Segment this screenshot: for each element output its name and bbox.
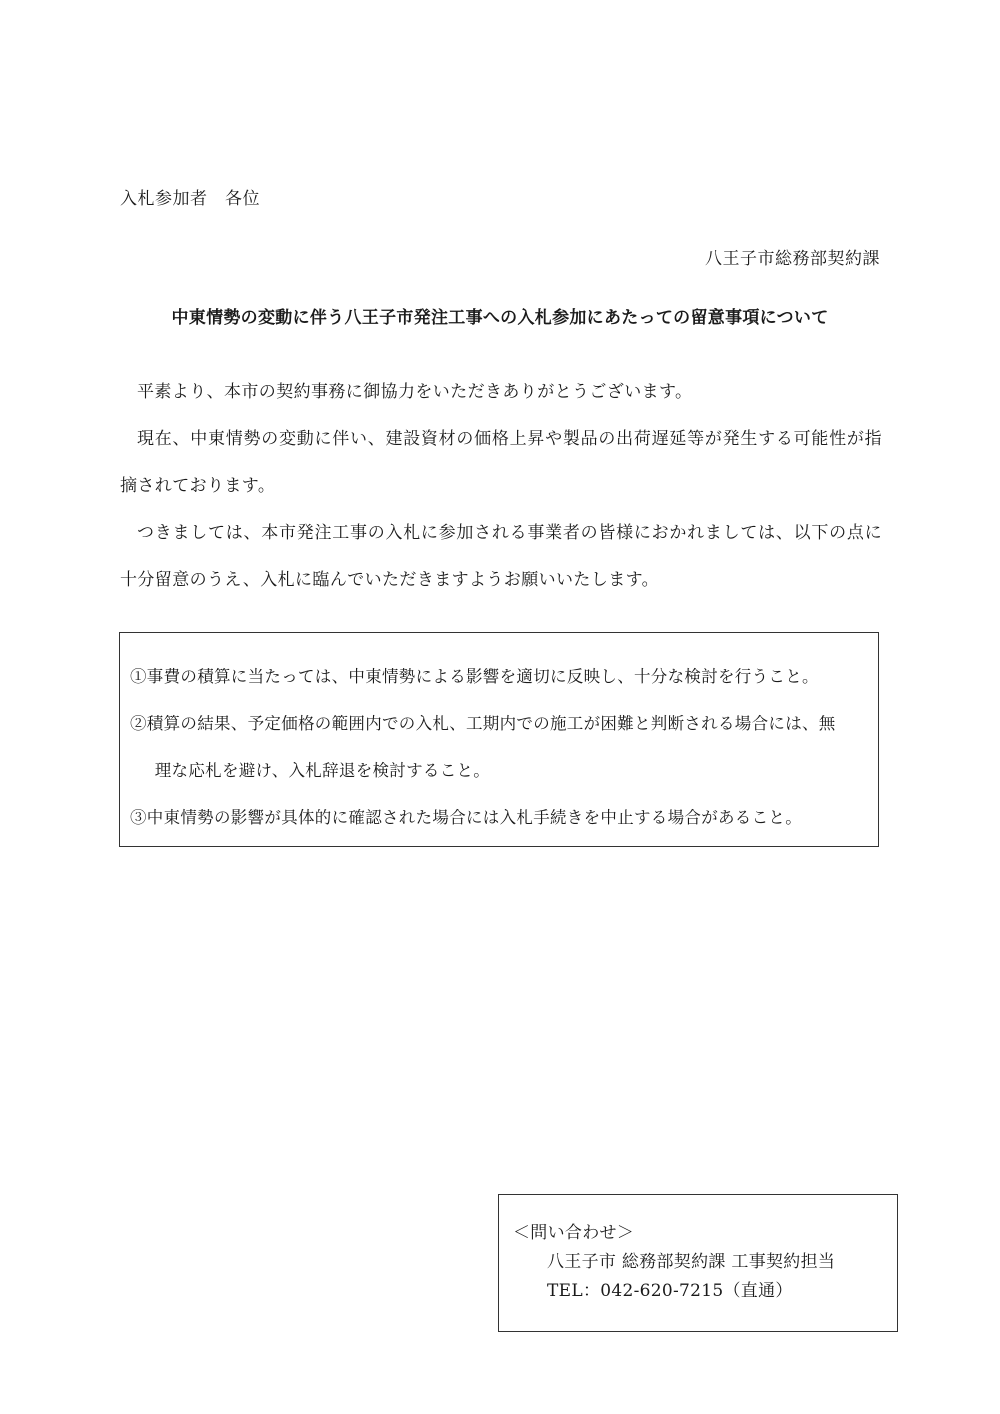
- notice-item-2-continued: 理な応札を避け、入札辞退を検討すること。: [154, 761, 491, 780]
- contact-phone: TEL：042-620-7215（直通）: [547, 1281, 793, 1301]
- addressee: 入札参加者 各位: [120, 189, 260, 209]
- paragraph-greeting: 平素より、本市の契約事務に御協力をいただきありがとうございます。: [137, 382, 693, 402]
- contact-heading: ＜問い合わせ＞: [513, 1223, 635, 1243]
- contact-box: [498, 1194, 898, 1332]
- body-text: [120, 369, 882, 604]
- paragraph-situation: 現在、中東情勢の変動に伴い、建設資材の価格上昇や製品の出荷遅延等が発生する可能性が指摘されております。: [120, 429, 882, 496]
- notice-box: [119, 632, 879, 847]
- contact-department: 八王子市 総務部契約課 工事契約担当: [547, 1252, 836, 1272]
- notice-item-1: ①事費の積算に当たっては、中東情勢による影響を適切に反映し、十分な検討を行うこと。: [130, 667, 819, 686]
- paragraph-request: つきましては、本市発注工事の入札に参加される事業者の皆様におかれましては、以下の点に十分留意のうえ、入札に臨んでいただきますようお願いいたします。: [120, 523, 882, 590]
- notice-item-2: ②積算の結果、予定価格の範囲内での入札、工期内での施工が困難と判断される場合には、無: [130, 714, 836, 733]
- document-title: 中東情勢の変動に伴う八王子市発注工事への入札参加にあたっての留意事項について: [171, 308, 829, 328]
- notice-item-3: ③中東情勢の影響が具体的に確認された場合には入札手続きを中止する場合があること。: [130, 808, 802, 827]
- sender: 八王子市総務部契約課: [705, 249, 880, 269]
